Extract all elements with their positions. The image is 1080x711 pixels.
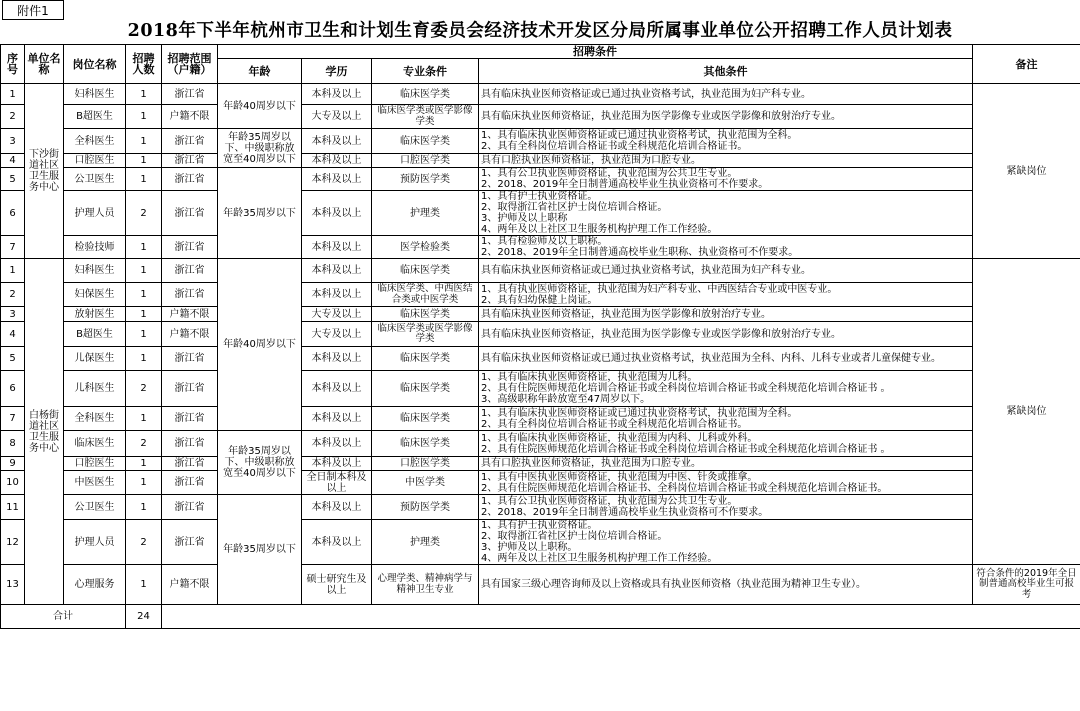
table-row [1,457,1080,471]
other-requirement: 具有临床执业医师资格证，执业范围为医学影像专业或医学影像和放射治疗专业。 [479,322,973,347]
table-row [1,431,1080,457]
row-number: 9 [1,457,25,471]
table-row [1,236,1080,259]
major-requirement: 临床医学类 [372,371,479,407]
education: 大专及以上 [302,105,372,129]
education: 本科及以上 [302,129,372,154]
table-row [1,307,1080,322]
row-number: 8 [1,431,25,457]
row-number: 7 [1,236,25,259]
education: 本科及以上 [302,259,372,283]
hire-scope: 浙江省 [162,236,218,259]
other-requirement: 1、具有临床执业医师资格证，执业范围为内科、儿科或外科。 2、具有住院医师规范化培训合格证书或全科岗位培训合格证书或全科规范化培训合格证书 。 [479,431,973,457]
hire-count: 1 [126,495,162,520]
post-name: 公卫医生 [64,168,126,191]
hire-count: 1 [126,259,162,283]
major-requirement: 口腔医学类 [372,457,479,471]
education: 本科及以上 [302,520,372,565]
education: 大专及以上 [302,307,372,322]
table-row [1,259,1080,283]
education: 本科及以上 [302,371,372,407]
major-requirement: 临床医学类 [372,407,479,431]
recruitment-plan-table [0,44,1080,629]
hire-scope: 户籍不限 [162,322,218,347]
hire-scope: 户籍不限 [162,105,218,129]
post-name: 儿科医生 [64,371,126,407]
other-requirement: 具有临床执业医师资格证或已通过执业资格考试，执业范围为妇产科专业。 [479,259,973,283]
hire-scope: 浙江省 [162,371,218,407]
age-requirement: 年龄35周岁以下、中级职称放宽至40周岁以下 [218,129,302,168]
hire-count: 1 [126,84,162,105]
post-name: 检验技师 [64,236,126,259]
other-requirement: 1、具有公卫执业医师资格证，执业范围为公共卫生专业。 2、2018、2019年全日制普通高校毕业生执业资格可不作要求。 [479,495,973,520]
other-requirement: 1、具有中医执业医师资格证，执业范围为中医、针灸或推拿。 2、具有住院医师规范化培训合格证书、全科岗位培训合格证书或全科规范化培训合格证书。 [479,471,973,495]
table-row [1,191,1080,236]
row-number: 1 [1,84,25,105]
unit-name: 下沙街道社区卫生服务中心 [25,84,64,259]
post-name: 妇保医生 [64,283,126,307]
header-scope: 招聘范围（户籍） [162,45,218,84]
age-requirement: 年龄40周岁以下 [218,84,302,129]
education: 本科及以上 [302,154,372,168]
hire-scope: 浙江省 [162,168,218,191]
row-number: 6 [1,191,25,236]
table-row [1,407,1080,431]
post-name: 妇科医生 [64,84,126,105]
remark: 符合条件的2019年全日制普通高校毕业生可报考 [973,565,1080,605]
hire-count: 1 [126,105,162,129]
other-requirement: 具有口腔执业医师资格证，执业范围为口腔专业。 [479,457,973,471]
other-requirement: 1、具有执业医师资格证，执业范围为妇产科专业、中西医结合专业或中医专业。 2、具有妇幼保健上岗证。 [479,283,973,307]
total-count: 24 [126,605,162,629]
major-requirement: 临床医学类 [372,259,479,283]
table-row [1,471,1080,495]
row-number: 5 [1,168,25,191]
education: 本科及以上 [302,168,372,191]
major-requirement: 临床医学类或医学影像学类 [372,322,479,347]
education: 大专及以上 [302,322,372,347]
header-post: 岗位名称 [64,45,126,84]
hire-count: 1 [126,236,162,259]
hire-scope: 浙江省 [162,154,218,168]
other-requirement: 1、具有护士执业资格证。 2、取得浙江省社区护士岗位培训合格证。 3、护师及以上职称。 4、两年及以上社区卫生服务机构护理工作工作经验。 [479,520,973,565]
header-edu: 学历 [302,59,372,84]
hire-scope: 浙江省 [162,431,218,457]
education: 硕士研究生及以上 [302,565,372,605]
row-number: 2 [1,105,25,129]
post-name: 放射医生 [64,307,126,322]
major-requirement: 临床医学类 [372,307,479,322]
hire-scope: 浙江省 [162,84,218,105]
major-requirement: 临床医学类 [372,431,479,457]
hire-scope: 浙江省 [162,191,218,236]
major-requirement: 临床医学类或医学影像学类 [372,105,479,129]
other-requirement: 具有临床执业医师资格证或已通过执业资格考试，执业范围为全科、内科、儿科专业或者儿童保健专业。 [479,347,973,371]
other-requirement: 1、具有临床执业医师资格证或已通过执业资格考试，执业范围为全科。 2、具有全科岗位培训合格证书或全科规范化培训合格证书。 [479,407,973,431]
post-name: 全科医生 [64,407,126,431]
education: 本科及以上 [302,191,372,236]
other-requirement: 1、具有护士执业资格证。 2、取得浙江省社区护士岗位培训合格证。 3、护师及以上职称 4、两年及以上社区卫生服务机构护理工作工作经验。 [479,191,973,236]
header-remark: 备注 [973,45,1080,84]
hire-scope: 户籍不限 [162,565,218,605]
table-row [1,154,1080,168]
other-requirement: 具有口腔执业医师资格证，执业范围为口腔专业。 [479,154,973,168]
major-requirement: 心理学类、精神病学与精神卫生专业 [372,565,479,605]
hire-count: 2 [126,191,162,236]
post-name: 临床医生 [64,431,126,457]
hire-scope: 浙江省 [162,259,218,283]
remark: 紧缺岗位 [973,259,1080,565]
table-row [1,347,1080,371]
major-requirement: 临床医学类 [372,347,479,371]
hire-count: 1 [126,457,162,471]
attachment-label: 附件1 [2,0,64,20]
major-requirement: 医学检验类 [372,236,479,259]
row-number: 1 [1,259,25,283]
table-row [1,565,1080,605]
row-number: 11 [1,495,25,520]
major-requirement: 护理类 [372,520,479,565]
header-count: 招聘人数 [126,45,162,84]
hire-count: 2 [126,431,162,457]
major-requirement: 预防医学类 [372,495,479,520]
hire-count: 1 [126,168,162,191]
education: 本科及以上 [302,431,372,457]
hire-count: 1 [126,307,162,322]
other-requirement: 1、具有临床执业医师资格证，执业范围为儿科。 2、具有住院医师规范化培训合格证书或全科岗位培训合格证书或全科规范化培训合格证书 。 3、高级职称年龄放宽至47周岁以下。 [479,371,973,407]
major-requirement: 口腔医学类 [372,154,479,168]
hire-count: 1 [126,407,162,431]
post-name: B超医生 [64,322,126,347]
age-requirement: 年龄40周岁以下 [218,259,302,431]
major-requirement: 临床医学类 [372,84,479,105]
row-number: 13 [1,565,25,605]
education: 本科及以上 [302,495,372,520]
row-number: 3 [1,129,25,154]
education: 本科及以上 [302,84,372,105]
hire-scope: 浙江省 [162,347,218,371]
major-requirement: 护理类 [372,191,479,236]
header-conditions: 招聘条件 [218,45,973,59]
hire-count: 1 [126,565,162,605]
education: 全日制本科及以上 [302,471,372,495]
hire-scope: 浙江省 [162,129,218,154]
major-requirement: 预防医学类 [372,168,479,191]
page-title: 2018年下半年杭州市卫生和计划生育委员会经济技术开发区分局所属事业单位公开招聘工作人员计划表 [127,21,953,41]
post-name: 护理人员 [64,520,126,565]
table-row [1,129,1080,154]
total-blank [162,605,1080,629]
post-name: 中医医生 [64,471,126,495]
hire-count: 2 [126,520,162,565]
post-name: 全科医生 [64,129,126,154]
header-major: 专业条件 [372,59,479,84]
row-number: 2 [1,283,25,307]
hire-scope: 浙江省 [162,283,218,307]
other-requirement: 具有临床执业医师资格证，执业范围为医学影像专业或医学影像和放射治疗专业。 [479,105,973,129]
education: 本科及以上 [302,236,372,259]
hire-count: 1 [126,322,162,347]
table-row [1,283,1080,307]
table-row [1,105,1080,129]
row-number: 10 [1,471,25,495]
education: 本科及以上 [302,347,372,371]
row-number: 7 [1,407,25,431]
education: 本科及以上 [302,457,372,471]
post-name: 护理人员 [64,191,126,236]
table-row [1,168,1080,191]
header-unit: 单位名称 [25,45,64,84]
hire-count: 1 [126,283,162,307]
hire-scope: 浙江省 [162,457,218,471]
row-number: 6 [1,371,25,407]
header-other: 其他条件 [479,59,973,84]
age-requirement: 年龄35周岁以下 [218,495,302,605]
row-number: 5 [1,347,25,371]
other-requirement: 具有临床执业医师资格证或已通过执业资格考试，执业范围为妇产科专业。 [479,84,973,105]
row-number: 3 [1,307,25,322]
hire-count: 1 [126,129,162,154]
row-number: 4 [1,154,25,168]
total-label: 合计 [1,605,126,629]
unit-name: 白杨街道社区卫生服务中心 [25,259,64,605]
hire-count: 1 [126,154,162,168]
other-requirement: 具有临床执业医师资格证，执业范围为医学影像和放射治疗专业。 [479,307,973,322]
post-name: 公卫医生 [64,495,126,520]
header-age: 年龄 [218,59,302,84]
hire-scope: 浙江省 [162,407,218,431]
hire-count: 1 [126,471,162,495]
table-row [1,520,1080,565]
row-number: 12 [1,520,25,565]
table-row [1,322,1080,347]
post-name: 心理服务 [64,565,126,605]
hire-scope: 浙江省 [162,520,218,565]
education: 本科及以上 [302,407,372,431]
post-name: B超医生 [64,105,126,129]
education: 本科及以上 [302,283,372,307]
age-requirement: 年龄35周岁以下、中级职称放宽至40周岁以下 [218,431,302,495]
hire-scope: 浙江省 [162,495,218,520]
other-requirement: 具有国家三级心理咨询师及以上资格或具有执业医师资格（执业范围为精神卫生专业）。 [479,565,973,605]
table-row [1,371,1080,407]
post-name: 口腔医生 [64,457,126,471]
hire-scope: 户籍不限 [162,307,218,322]
other-requirement: 1、具有公卫执业医师资格证，执业范围为公共卫生专业。 2、2018、2019年全日制普通高校毕业生执业资格可不作要求。 [479,168,973,191]
post-name: 妇科医生 [64,259,126,283]
remark: 紧缺岗位 [973,84,1080,259]
header-seq: 序号 [1,45,25,84]
major-requirement: 中医学类 [372,471,479,495]
major-requirement: 临床医学类、中西医结合类或中医学类 [372,283,479,307]
hire-scope: 浙江省 [162,471,218,495]
major-requirement: 临床医学类 [372,129,479,154]
post-name: 口腔医生 [64,154,126,168]
table-row [1,495,1080,520]
table-row [1,84,1080,105]
hire-count: 1 [126,347,162,371]
hire-count: 2 [126,371,162,407]
post-name: 儿保医生 [64,347,126,371]
total-row [1,605,1080,629]
other-requirement: 1、具有检验师及以上职称。 2、2018、2019年全日制普通高校毕业生职称、执业资格可不作要求。 [479,236,973,259]
other-requirement: 1、具有临床执业医师资格证或已通过执业资格考试，执业范围为全科。 2、具有全科岗位培训合格证书或全科规范化培训合格证书。 [479,129,973,154]
age-requirement: 年龄35周岁以下 [218,168,302,259]
row-number: 4 [1,322,25,347]
